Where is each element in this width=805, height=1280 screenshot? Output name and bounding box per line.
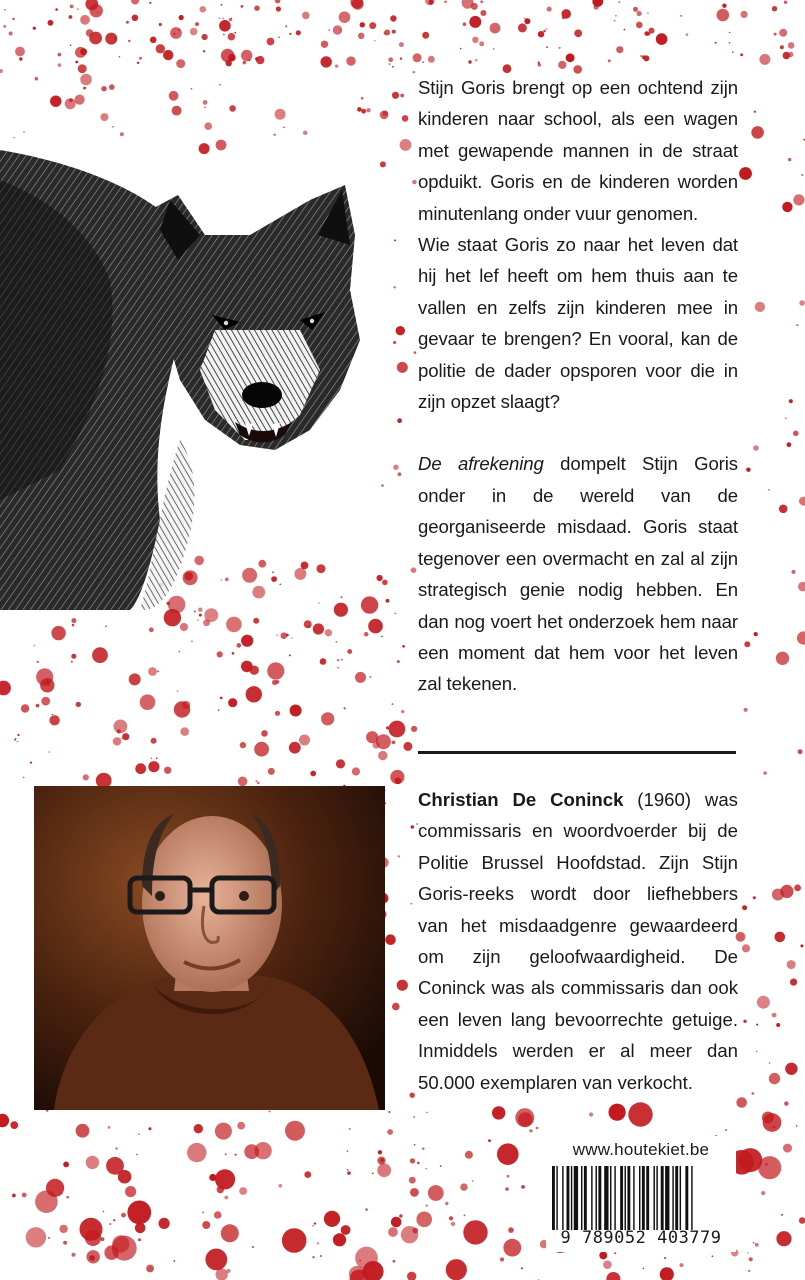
author-bio [418,784,738,1098]
author-name: Christian De Coninck [418,789,624,810]
blurb-paragraph-3 [418,448,738,699]
section-divider [418,751,736,754]
back-cover-blurb [418,72,738,700]
blurb-paragraph-3-text: dompelt Stijn Goris onder in de wereld van de georganiseerde misdaad. Goris staat tegenover een overmacht en zal al zijn strategisch genie nodig hebben. En dan nog voert het onderzoek hem naar een moment dat hem voor het leven zal tekenen. [418,453,738,695]
book-title: De afrekening [418,453,544,475]
isbn-barcode [552,1166,730,1230]
blurb-paragraph-2: Wie staat Goris zo naar het leven dat hij het lef heeft om hem thuis aan te vallen en zelfs zijn kinderen mee in gevaar te brengen? En vooral, kan de politie de dader opsporen voor die in zijn opzet slaagt? [418,234,738,413]
blurb-paragraph-1: Stijn Goris brengt op een ochtend zijn kinderen naar school, als een wagen met gewapende mannen in de straat opduikt. Goris en de kinderen worden minutenlang onder vuur genomen. [418,77,738,224]
author-bio-text: (1960) was commissaris en woordvoerder bij de Politie Brussel Hoofdstad. Zijn Stijn Goris-reeks wordt door liefhebbers van het misdaadgenre gewaardeerd om zijn geloofwaardigheid. De Coninck was als commissaris dan ook een leven lang bevoorrechte getuige. Inmiddels werden er al meer dan 50.000 exemplaren van verkocht. [418,789,738,1093]
barcode-panel [546,1136,736,1252]
author-portrait-icon [34,786,385,1110]
publisher-website[interactable]: www.houtekiet.be [572,1140,710,1159]
wolf-illustration-icon [0,140,380,610]
isbn-number: 9 789052 403779 [560,1228,722,1248]
